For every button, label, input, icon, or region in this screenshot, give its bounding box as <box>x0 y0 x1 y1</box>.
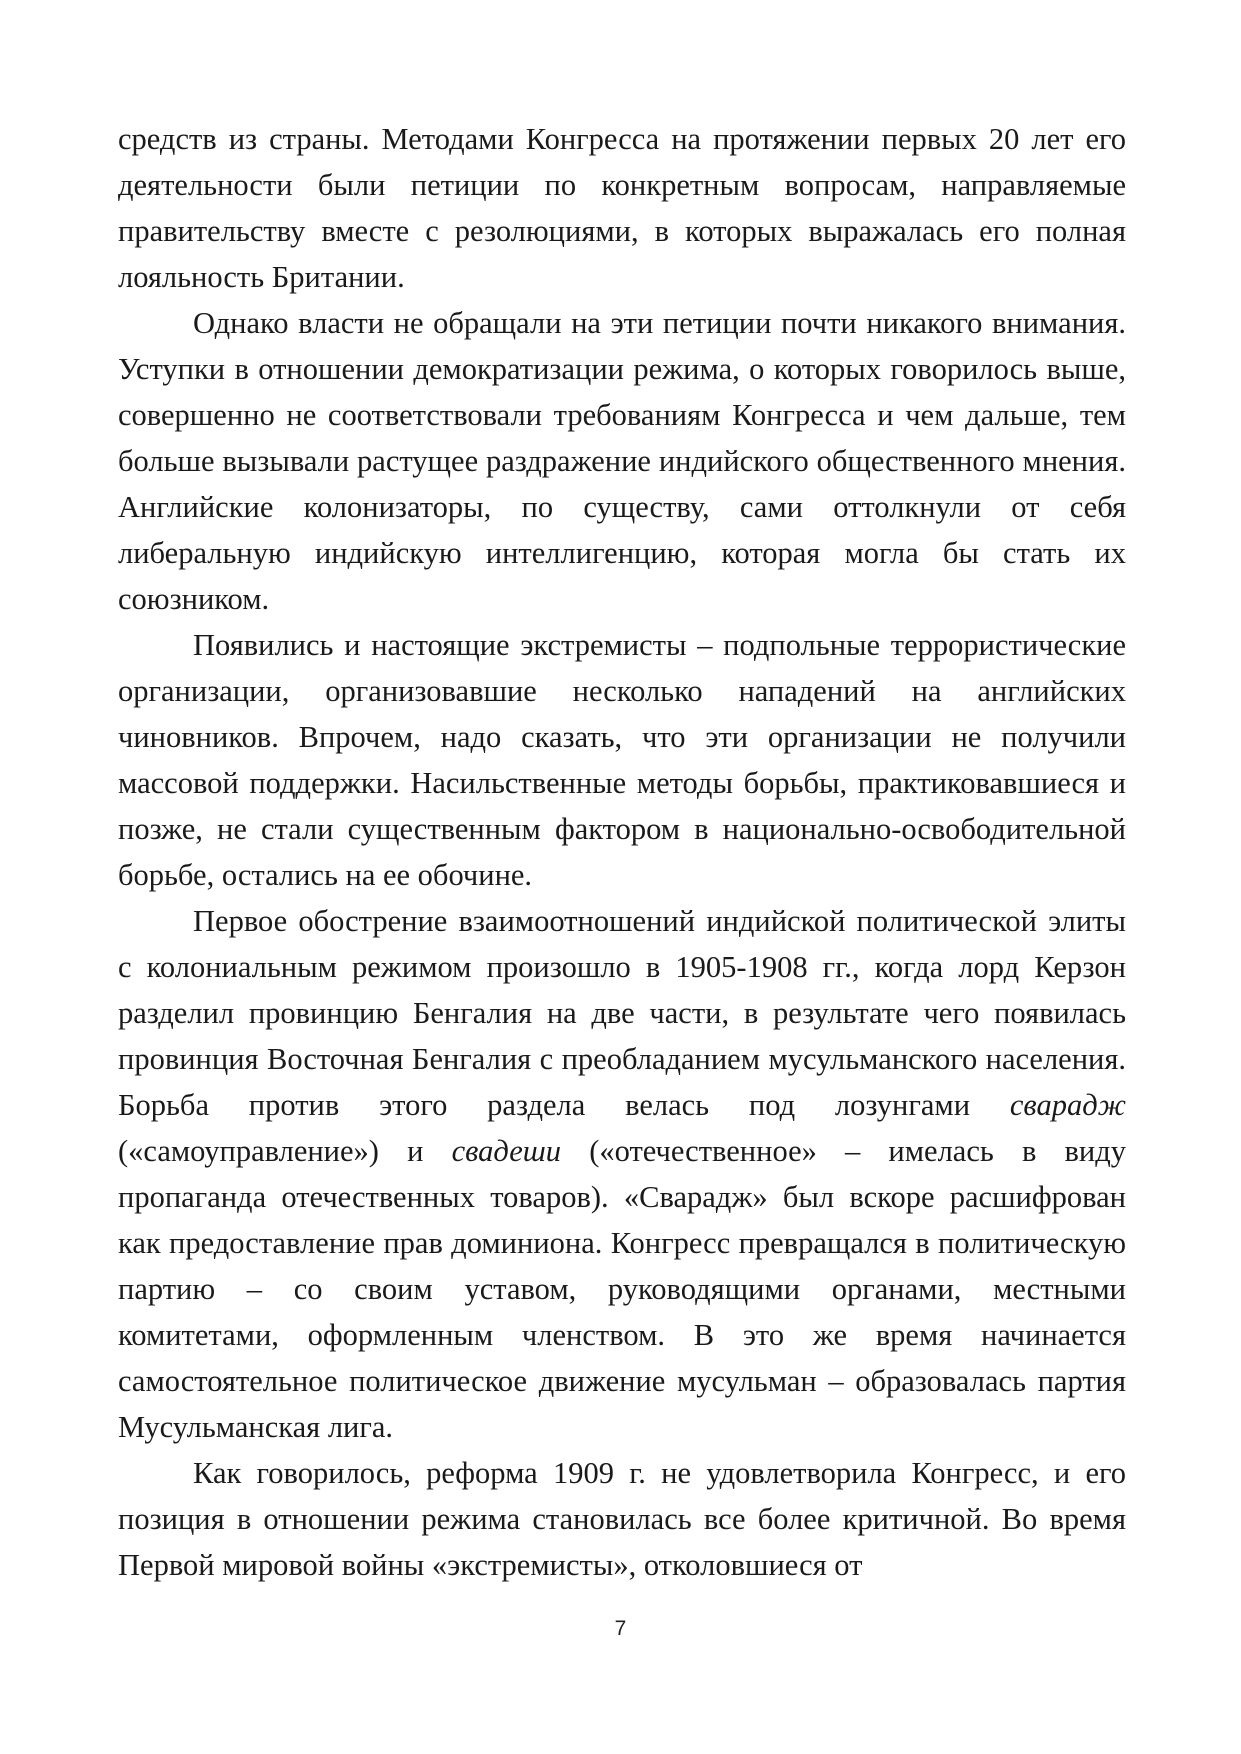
page-number: 7 <box>614 1617 627 1640</box>
paragraph-5: Как говорилось, реформа 1909 г. не удовлетворила Конгресс, и его позиция в отношении режима становилась все более критичной. Во время Первой мировой войны «экстремисты», отколовшиеся от <box>118 1456 1126 1582</box>
paragraph-4-part-2: («самоуправление») и <box>118 1134 452 1168</box>
paragraph-2: Однако власти не обращали на эти петиции почти никакого внимания. Уступки в отношении демократизации режима, о которых говорилось выше, совершенно не соответствовали требованиям Конгресса и чем дальше, тем больше вызывали растущее раздражение индийского общественного мнения. Английские колонизаторы, по существу, сами оттолкнули от себя либеральную индийскую интеллигенцию, которая могла бы стать их союзником. <box>118 306 1126 616</box>
paragraph-4-part-3: («отечественное» – имелась в виду пропаганда отечественных товаров). «Сварадж» был вскоре расшифрован как предоставление прав доминиона. Конгресс превращался в политическую партию – со своим уставом, руководящими органами, местными комитетами, оформленным членством. В это же время начинается самостоятельное политическое движение мусульман – образовалась партия Мусульманская лига. <box>118 1134 1126 1444</box>
paragraph-4 <box>118 898 1126 1450</box>
paragraph-3: Появились и настоящие экстремисты – подпольные террористические организации, организовавшие несколько нападений на английских чиновников. Впрочем, надо сказать, что эти организации не получили массовой поддержки. Насильственные методы борьбы, практиковавшиеся и позже, не стали существенным фактором в национально-освободительной борьбе, остались на ее обочине. <box>118 628 1126 892</box>
paragraph-1: средств из страны. Методами Конгресса на протяжении первых 20 лет его деятельности были петиции по конкретным вопросам, направляемые правительству вместе с резолюциями, в которых выражалась его полная лояльность Британии. <box>118 122 1126 294</box>
term-swaraj: сварадж <box>1009 1088 1126 1122</box>
paragraph-4-part-1: Первое обострение взаимоотношений индийской политической элиты с колониальным режимом произошло в 1905-1908 гг., когда лорд Керзон разделил провинцию Бенгалия на две части, в результате чего появилась провинция Восточная Бенгалия с преобладанием мусульманского населения. Борьба против этого раздела велась под лозунгами <box>118 904 1126 1122</box>
term-swadeshi: свадеши <box>451 1134 562 1168</box>
body-text <box>118 116 1126 1588</box>
